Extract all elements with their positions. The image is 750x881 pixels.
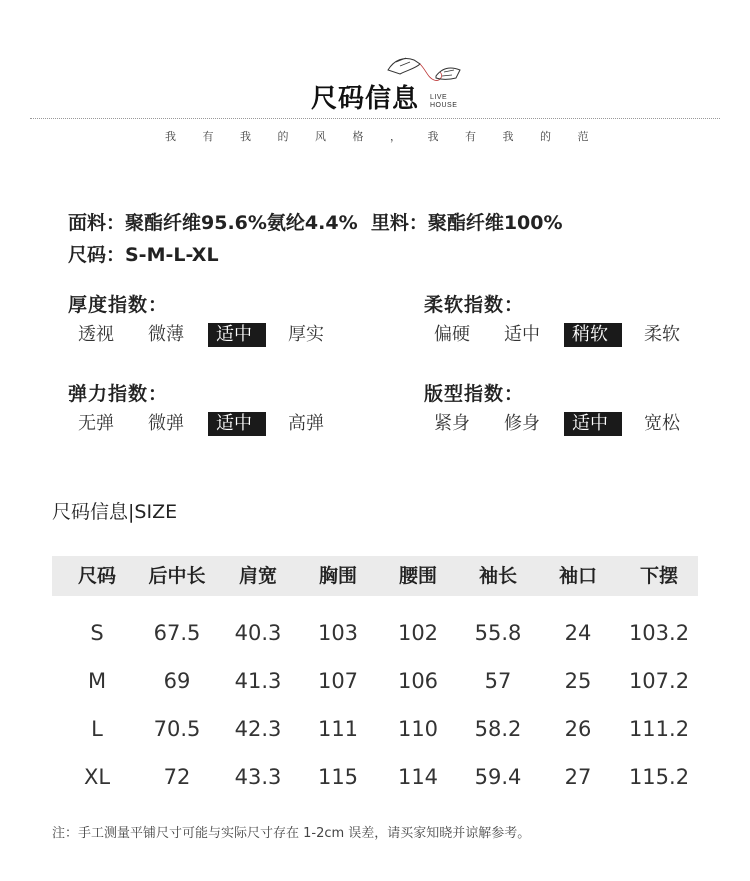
index-option: 紧身 [434,413,470,434]
index-option: 适中 [504,324,540,345]
index-option: 高弹 [288,413,324,434]
size-section-title: 尺码信息|SIZE [52,501,178,523]
table-cell: XL [83,765,111,789]
table-cell: 72 [163,765,191,789]
page-title: 尺码信息 [310,84,419,114]
index-option: 柔软 [644,324,680,345]
column-header: 尺码 [77,565,116,587]
index-options [68,323,348,347]
table-cell: 103.2 [628,621,690,645]
index-option: 无弹 [78,413,114,434]
table-cell: 40.3 [234,621,282,645]
index-option-selected: 适中 [564,412,622,436]
dotted-divider [30,118,720,119]
measurement-note: 注：手工测量平铺尺寸可能与实际尺寸存在 1-2cm 误差，请买家知晓并谅解参考。 [52,826,531,841]
slogan-char: 范 [577,130,589,143]
table-row [52,618,698,648]
table-row [52,666,698,696]
brand-logo-text: LIVE HOUSE [430,94,458,109]
slogan-char: 我 [165,130,176,143]
column-header: 袖长 [478,565,517,587]
table-cell: M [87,669,107,693]
index-option: 微弹 [148,413,184,434]
index-fit [424,379,704,436]
table-cell: 110 [397,717,439,741]
index-thickness [68,290,348,347]
available-sizes: 尺码：S-M-L-XL [68,244,219,266]
table-cell: 106 [397,669,439,693]
index-option: 厚实 [288,324,324,345]
index-options [68,412,348,436]
index-option: 偏硬 [434,324,470,345]
index-option: 微薄 [148,324,184,345]
table-cell: 107.2 [628,669,690,693]
slogan-char: 的 [540,130,551,143]
table-cell: 25 [564,669,592,693]
slogan-char: 我 [240,130,251,143]
index-option: 透视 [78,324,114,345]
table-cell: 103 [317,621,359,645]
slogan-char: 格 [352,130,364,143]
slogan-char: 我 [427,130,439,143]
table-cell: 115 [317,765,359,789]
table-cell: L [91,717,103,741]
column-header: 后中长 [148,565,206,587]
table-cell: 70.5 [153,717,201,741]
index-options [424,412,704,436]
table-cell: 59.4 [474,765,522,789]
table-cell: 58.2 [474,717,522,741]
index-softness [424,290,704,347]
index-elasticity [68,379,348,436]
table-row [52,762,698,792]
slogan-char: 有 [465,130,476,143]
table-cell: 26 [564,717,592,741]
table-cell: 102 [397,621,439,645]
table-cell: 67.5 [153,621,201,645]
table-cell: 43.3 [234,765,282,789]
index-option-selected: 稍软 [564,323,622,347]
column-header: 袖口 [558,565,597,587]
table-cell: 27 [564,765,592,789]
index-option-selected: 适中 [208,412,266,436]
table-cell: 41.3 [234,669,282,693]
size-table-header [52,556,698,596]
table-cell: 42.3 [234,717,282,741]
table-cell: 57 [484,669,512,693]
index-option: 宽松 [644,413,680,434]
slogan-char: 的 [277,130,289,143]
fabric-composition: 面料：聚酯纤维95.6%氨纶4.4% 里料：聚酯纤维100% [68,212,563,234]
table-cell: S [90,621,104,645]
table-cell: 55.8 [474,621,522,645]
slogan-char: 风 [315,130,326,143]
column-header: 肩宽 [238,565,277,587]
index-options [424,323,704,347]
slogan-char: 我 [502,130,514,143]
table-row [52,714,698,744]
slogan [165,128,615,144]
index-title: 柔软指数： [424,294,525,316]
table-cell: 69 [163,669,191,693]
slogan-char: 有 [202,130,214,143]
table-cell: 107 [317,669,359,693]
table-cell: 111.2 [628,717,690,741]
table-cell: 24 [564,621,592,645]
table-cell: 111 [317,717,359,741]
index-option: 修身 [504,413,540,434]
table-cell: 115.2 [628,765,690,789]
index-title: 弹力指数： [68,383,169,405]
index-option-selected: 适中 [208,323,266,347]
index-title: 版型指数： [424,383,525,405]
column-header: 胸围 [318,565,357,587]
column-header: 下摆 [639,565,678,587]
column-header: 腰围 [398,565,437,587]
slogan-char: ， [390,130,401,143]
index-title: 厚度指数： [68,294,169,316]
table-cell: 114 [397,765,439,789]
